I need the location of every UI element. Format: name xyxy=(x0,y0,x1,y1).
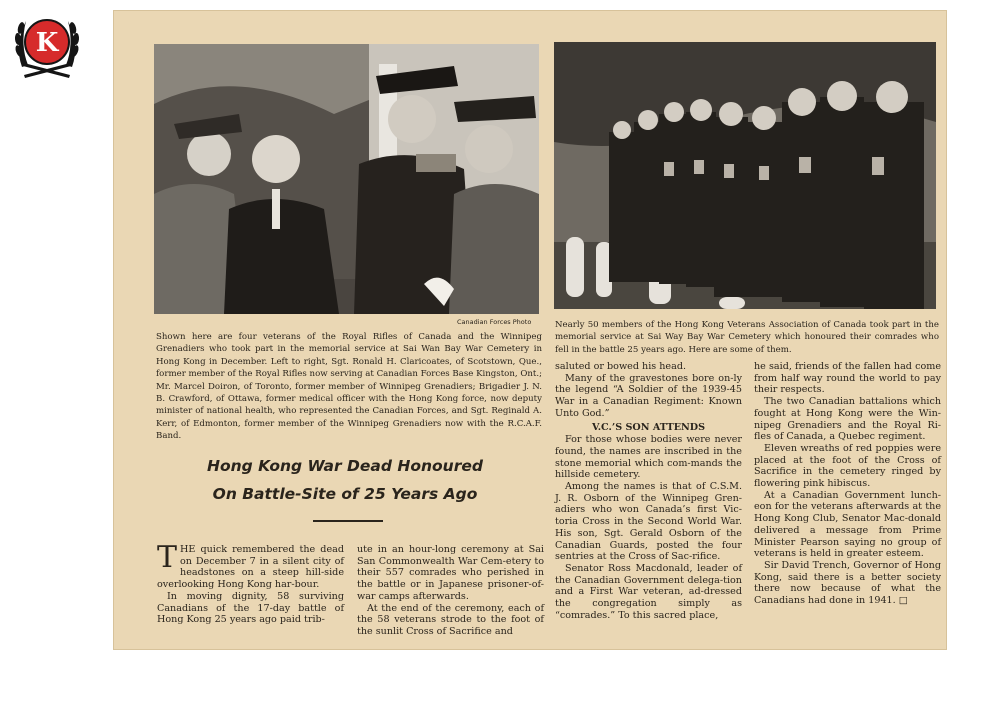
column-3-paragraph-3: For those whose bodies were never found, the names are inscribed in the stone memorial which com-mands the hillside cemetery. xyxy=(555,434,742,481)
left-photo-caption: Shown here are four veterans of the Royal Rifles of Canada and the Winnipeg Grenadiers who took part in the memorial service at Sai Wan Bay War Cemetery in Hong Kong in December. Left to right, Sgt. Ronald H. Claricoates, of Scotstown, Que., former member of the Royal Rifles now serving at Canadian Forces Base Kingston, Ont.; Mr. Marcel Doiron, of Toronto, former member of Winnipeg Grenadiers; Brigadier J. N. B. Crawford, of Ottawa, former medical officer with the Hong Kong force, now deputy minister of national health, who represented the Canadian Forces, and Sgt. Reginald A. Kerr, of Edmonton, former member of the Winnipeg Grenadiers now with the R.C.A.F. Band. xyxy=(156,332,542,442)
column-3-paragraph-2: Many of the gravestones bore on-ly the legend “A Soldier of the 1939-45 War in a Canadian Regiment: Known Unto God.” xyxy=(555,372,742,419)
svg-text:K: K xyxy=(35,28,59,58)
article-column-1 xyxy=(157,540,344,626)
drop-cap: T xyxy=(157,540,178,575)
column-1-paragraph-1-text: HE quick remembered the dead on December 7 in a silent city of headstones on a steep hill-side overlooking Hong Kong har-bour. xyxy=(157,544,344,591)
column-4-paragraph-5-text: Sir David Trench, Governor of Hong Kong, said there is a better society there now because of what the Canadians had done in 1941. xyxy=(754,559,941,607)
column-3-paragraph-5: Senator Ross Macdonald, leader of the Canadian Government delega-tion and a First War veteran, ad-dressed the congregation simply as “comrades.” To this sacred place, xyxy=(555,562,742,621)
column-4-paragraph-5 xyxy=(754,560,941,607)
headline-line-2: On Battle-Site of 25 Years Ago xyxy=(212,485,478,503)
column-1-paragraph-2: In moving dignity, 58 surviving Canadians of the 17-day battle of Hong Kong 25 years ago paid trib- xyxy=(157,590,344,626)
photo-four-veterans xyxy=(154,44,539,314)
article-headline xyxy=(160,452,530,508)
article-column-3 xyxy=(555,361,742,621)
column-4-paragraph-3: Eleven wreaths of red poppies were placed at the foot of the Cross of Sacrifice in the cemetery ringed by flowering pink hibiscus. xyxy=(754,442,941,490)
article-column-4 xyxy=(754,361,941,607)
k-logo xyxy=(8,5,86,83)
column-2-paragraph-2: At the end of the ceremony, each of the 58 veterans strode to the foot of the sunlit Cross of Sacrifice and xyxy=(357,602,544,637)
column-3-paragraph-1: saluted or bowed his head. xyxy=(555,361,687,372)
photo-veterans-group xyxy=(554,42,936,309)
article-column-2 xyxy=(357,544,544,638)
column-2-paragraph-1: ute in an hour-long ceremony at Sai San Commonwealth War Cem-etery to their 557 comrades who perished in the battle or in Japanese prisoner-of-war camps afterwards. xyxy=(357,544,544,602)
column-3-paragraph-4: Among the names is that of C.S.M. J. R. Osborn of the Winnipeg Gren-adiers who won Canada’s first Vic-toria Cross in the Second World War. His son, Sgt. Gerald Osborn of the Canadian Guards, posted the four sentries at the Cross of Sac-rifice. xyxy=(555,481,742,563)
column-4-paragraph-2: The two Canadian battalions which fought at Hong Kong were the Win-nipeg Grenadiers and the Royal Ri-fles of Canada, a Quebec regiment. xyxy=(754,396,941,443)
end-mark-icon: □ xyxy=(898,595,908,607)
photo-credit: Canadian Forces Photo xyxy=(457,318,532,326)
column-4-paragraph-1: he said, friends of the fallen had come from half way round the world to pay their respects. xyxy=(754,361,941,396)
column-1-paragraph-1 xyxy=(157,540,344,591)
headline-line-1: Hong Kong War Dead Honoured xyxy=(207,457,483,475)
laurel-wreath-icon xyxy=(8,5,86,83)
right-photo-caption: Nearly 50 members of the Hong Kong Veterans Association of Canada took part in the memorial service at Sai Way Bay War Cemetery which honoured their comrades who fell in the battle 25 years ago. Here are some of them. xyxy=(555,320,939,355)
subheading: V.C.’S SON ATTENDS xyxy=(591,421,706,433)
column-4-paragraph-4: At a Canadian Government lunch-eon for the veterans afterwards at the Hong Kong Club, Senator Mac-donald delivered a message from Prime Minister Pearson saying no group of veterans is held in greater esteem. xyxy=(754,489,941,560)
headline-rule xyxy=(313,520,383,522)
